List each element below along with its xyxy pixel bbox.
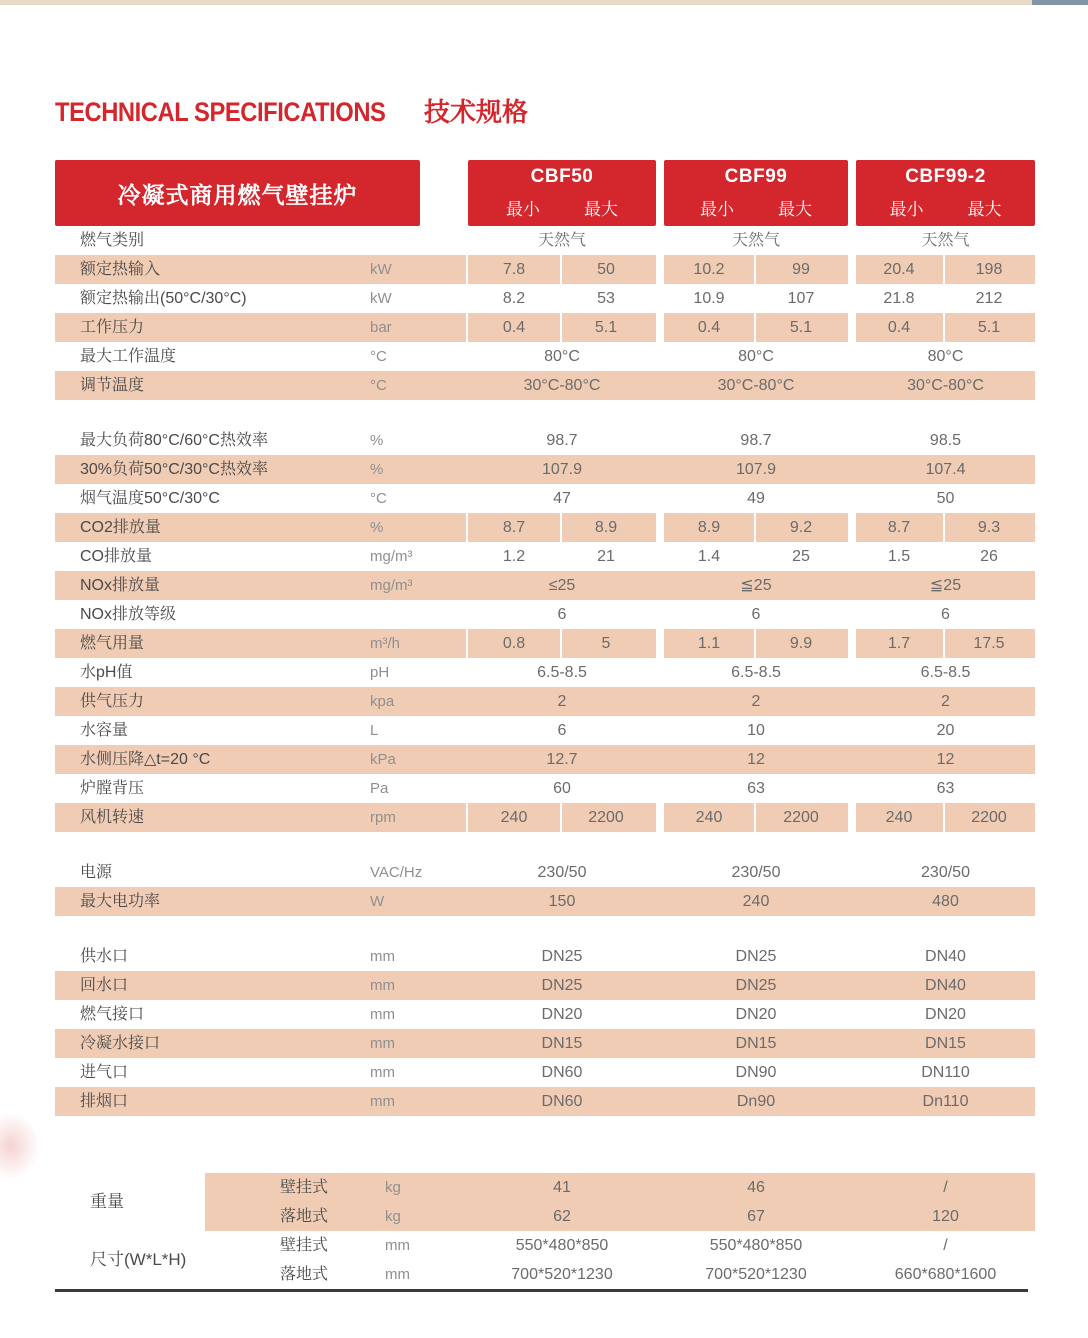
value-cell: 9.9	[789, 635, 813, 652]
value-cell: 98.7	[740, 432, 772, 449]
value-cell: 240	[742, 893, 770, 910]
row-unit: kPa	[370, 751, 396, 768]
value-cell: 67	[747, 1208, 765, 1225]
value-cell: 10	[747, 722, 765, 739]
value-cell: 6	[557, 722, 567, 739]
value-cell: 700*520*1230	[705, 1266, 807, 1283]
value-cell: ≤25	[548, 577, 576, 594]
value-cell: 230/50	[731, 864, 781, 881]
value-cell: DN60	[541, 1064, 583, 1081]
value-cell: 8.9	[697, 519, 721, 536]
page-title-en: TECHNICAL SPECIFICATIONS	[55, 97, 386, 127]
value-cell: 63	[747, 780, 765, 797]
value-cell: DN40	[925, 977, 966, 994]
value-cell: 240	[500, 809, 528, 826]
product-family-header	[55, 160, 420, 226]
value-cell: 0.4	[887, 319, 911, 336]
value-cell: 660*680*1600	[894, 1266, 997, 1283]
row-unit: mg/m³	[370, 548, 413, 565]
value-cell: 10.2	[693, 261, 725, 278]
min-label: 最小	[889, 200, 924, 219]
value-cell: 1.2	[502, 548, 526, 565]
row-label: 工作压力	[80, 319, 145, 336]
row-label: 炉膛背压	[80, 780, 145, 797]
footer-sub-label: 壁挂式	[280, 1179, 329, 1196]
value-cell: 6	[557, 606, 567, 623]
value-cell: 0.4	[502, 319, 526, 336]
row-label: 水容量	[80, 722, 129, 739]
value-cell: 53	[597, 290, 615, 307]
value-cell: 550*480*850	[515, 1237, 609, 1254]
value-cell: 5	[601, 635, 611, 652]
model-name: CBF50	[530, 166, 594, 187]
value-cell: 80°C	[927, 348, 964, 365]
value-cell: 480	[932, 893, 959, 910]
spec-row	[55, 284, 1035, 313]
row-label: 冷凝水接口	[80, 1035, 161, 1052]
model-header-cbf99	[664, 160, 848, 226]
row-label: 供气压力	[80, 693, 145, 710]
footer-row	[55, 1202, 1035, 1231]
row-label: 燃气接口	[80, 1006, 145, 1023]
row-unit: °C	[370, 377, 387, 394]
spec-row	[55, 629, 1035, 658]
spec-table	[55, 160, 1035, 1116]
spec-row	[55, 942, 1035, 971]
footer-sub-label: 落地式	[280, 1266, 329, 1283]
row-unit: °C	[370, 490, 387, 507]
value-cell: DN20	[541, 1006, 583, 1023]
value-cell: 98.5	[929, 432, 962, 449]
row-unit: kW	[370, 290, 392, 307]
value-cell: 98.7	[546, 432, 578, 449]
row-label: 回水口	[80, 977, 129, 994]
value-cell: 1.4	[697, 548, 721, 565]
value-cell: 1.5	[887, 548, 911, 565]
table-section	[55, 858, 1035, 916]
value-cell: DN20	[735, 1006, 777, 1023]
value-cell: 150	[548, 893, 576, 910]
value-cell: 198	[975, 261, 1003, 278]
value-cell: 60	[553, 780, 571, 797]
value-cell: 2200	[588, 809, 624, 826]
model-name: CBF99-2	[905, 166, 986, 187]
value-cell: /	[943, 1179, 948, 1196]
row-unit: %	[370, 519, 384, 536]
row-label: 水侧压降△t=20 °C	[80, 751, 211, 768]
value-cell: 120	[932, 1208, 959, 1225]
footer-row-unit: mm	[385, 1237, 410, 1254]
value-cell: 8.7	[502, 519, 526, 536]
spec-row	[55, 687, 1035, 716]
row-label: 进气口	[80, 1064, 129, 1081]
row-unit: VAC/Hz	[370, 864, 423, 881]
row-label: 燃气用量	[80, 635, 145, 652]
row-label: 烟气温度50°C/30°C	[80, 490, 220, 507]
value-cell: DN20	[925, 1006, 966, 1023]
spec-row	[55, 1029, 1035, 1058]
footer-group-label: 重量	[90, 1192, 124, 1211]
value-cell: 6	[751, 606, 761, 623]
row-unit: %	[370, 432, 384, 449]
bottom-rule	[55, 1289, 1028, 1292]
value-cell: 20	[936, 722, 955, 739]
value-cell: 6.5-8.5	[920, 664, 971, 681]
row-unit: mg/m³	[370, 577, 413, 594]
value-cell: 2	[941, 693, 950, 710]
spec-row	[55, 313, 1035, 342]
spec-row	[55, 887, 1035, 916]
value-cell: 25	[792, 548, 810, 565]
spec-row	[55, 774, 1035, 803]
value-cell: 80°C	[544, 348, 580, 365]
footer-row	[55, 1231, 1035, 1260]
value-cell: 2	[557, 693, 567, 710]
row-unit: mm	[370, 1064, 395, 1081]
top-edge-strip-right	[1032, 0, 1088, 5]
table-section	[55, 942, 1035, 1116]
value-cell: 17.5	[973, 635, 1005, 652]
value-cell: 99	[792, 261, 810, 278]
row-label: NOx排放等级	[80, 606, 177, 623]
max-label: 最大	[584, 200, 618, 219]
value-cell: Dn110	[922, 1093, 969, 1110]
value-cell: 0.4	[697, 319, 721, 336]
value-cell: 47	[553, 490, 571, 507]
footer-row	[55, 1173, 1035, 1202]
product-family-label: 冷凝式商用燃气壁挂炉	[117, 181, 358, 208]
value-cell: 5.1	[594, 319, 618, 336]
row-unit: %	[370, 461, 384, 478]
page-smudge	[0, 1112, 40, 1180]
row-unit: W	[370, 893, 385, 910]
value-cell: 7.8	[502, 261, 526, 278]
row-unit: kW	[370, 261, 392, 278]
value-cell: 6	[941, 606, 950, 623]
footer-group	[55, 1231, 1035, 1289]
value-cell: 0.8	[502, 635, 526, 652]
value-cell: 2	[751, 693, 761, 710]
value-cell: 240	[695, 809, 723, 826]
spec-row	[55, 803, 1035, 832]
value-cell: 6.5-8.5	[731, 664, 781, 681]
model-header-cbf50	[468, 160, 656, 226]
row-label: 燃气类别	[80, 232, 145, 249]
table-section	[55, 426, 1035, 832]
spec-row	[55, 542, 1035, 571]
spec-row	[55, 971, 1035, 1000]
value-cell: DN25	[735, 948, 777, 965]
table-header	[55, 160, 1035, 226]
value-cell: DN40	[925, 948, 966, 965]
row-unit: pH	[370, 664, 390, 681]
footer-sub-label: 落地式	[280, 1208, 329, 1225]
spec-row	[55, 255, 1035, 284]
value-cell: Dn90	[736, 1093, 776, 1110]
value-cell: DN90	[735, 1064, 777, 1081]
value-cell: 107.9	[541, 461, 583, 478]
value-cell: 天然气	[921, 232, 970, 249]
value-cell: 107.9	[735, 461, 777, 478]
value-cell: 26	[980, 548, 998, 565]
spec-row	[55, 1000, 1035, 1029]
min-label: 最小	[700, 200, 734, 219]
row-unit: mm	[370, 948, 395, 965]
value-cell: 2200	[783, 809, 819, 826]
footer-group-label: 尺寸(W*L*H)	[90, 1250, 187, 1269]
value-cell: 80°C	[738, 348, 774, 365]
spec-row	[55, 858, 1035, 887]
value-cell: 8.9	[594, 519, 618, 536]
value-cell: 212	[975, 290, 1003, 307]
minmax-labels	[506, 195, 618, 220]
value-cell: 5.1	[977, 319, 1001, 336]
model-name: CBF99	[724, 166, 788, 187]
min-label: 最小	[506, 200, 540, 219]
value-cell: 1.7	[887, 635, 911, 652]
minmax-labels	[700, 195, 812, 220]
row-label: 供水口	[80, 948, 129, 965]
footer-row-unit: kg	[385, 1208, 401, 1225]
row-label: NOx排放量	[80, 577, 161, 594]
value-cell: 天然气	[537, 232, 586, 249]
spec-row	[55, 658, 1035, 687]
value-cell: 12	[936, 751, 955, 768]
value-cell: DN15	[735, 1035, 777, 1052]
value-cell: 50	[597, 261, 615, 278]
footer-row-unit: kg	[385, 1179, 401, 1196]
row-unit: bar	[370, 319, 392, 336]
max-label: 最大	[967, 200, 1002, 219]
value-cell: 天然气	[731, 232, 780, 249]
value-cell: 9.3	[977, 519, 1001, 536]
value-cell: 62	[553, 1208, 571, 1225]
value-cell: 2200	[971, 809, 1007, 826]
row-label: 电源	[80, 864, 113, 881]
value-cell: DN110	[921, 1064, 970, 1081]
footer-row-unit: mm	[385, 1266, 410, 1283]
value-cell: DN25	[541, 948, 583, 965]
value-cell: 49	[747, 490, 765, 507]
row-label: 最大工作温度	[80, 348, 177, 365]
row-unit: mm	[370, 1006, 395, 1023]
value-cell: 63	[936, 780, 955, 797]
row-label: 最大负荷80°C/60°C热效率	[80, 432, 268, 449]
row-label: 风机转速	[80, 809, 145, 826]
row-unit: kpa	[370, 693, 395, 710]
row-label: 水pH值	[80, 664, 133, 681]
row-unit: rpm	[370, 809, 396, 826]
spec-row	[55, 716, 1035, 745]
row-label: 调节温度	[80, 377, 145, 394]
row-label: CO排放量	[80, 548, 153, 565]
spec-row	[55, 426, 1035, 455]
row-label: 排烟口	[80, 1093, 129, 1110]
value-cell: 50	[936, 490, 955, 507]
value-cell: 46	[747, 1179, 765, 1196]
value-cell: 21	[597, 548, 615, 565]
value-cell: 30°C-80°C	[907, 377, 984, 394]
spec-row	[55, 513, 1035, 542]
value-cell: 230/50	[537, 864, 587, 881]
value-cell: 8.2	[502, 290, 526, 307]
row-label: 最大电功率	[80, 893, 161, 910]
value-cell: 12.7	[546, 751, 578, 768]
footer-sub-label: 壁挂式	[280, 1237, 329, 1254]
value-cell: 41	[553, 1179, 571, 1196]
value-cell: 550*480*850	[709, 1237, 803, 1254]
value-cell: 12	[747, 751, 765, 768]
max-label: 最大	[778, 200, 812, 219]
footer-group	[55, 1173, 1035, 1231]
spec-row	[55, 455, 1035, 484]
value-cell: 30°C-80°C	[523, 377, 601, 394]
row-unit: L	[370, 722, 379, 739]
spec-row	[55, 342, 1035, 371]
value-cell: DN25	[541, 977, 583, 994]
row-unit: Pa	[370, 780, 389, 797]
spec-row	[55, 1087, 1035, 1116]
value-cell: 230/50	[921, 864, 970, 881]
row-unit: mm	[370, 1093, 395, 1110]
row-unit: m³/h	[370, 635, 400, 652]
value-cell: 107	[787, 290, 815, 307]
table-section	[55, 226, 1035, 400]
value-cell: 1.1	[697, 635, 721, 652]
value-cell: 9.2	[789, 519, 813, 536]
weight-dimensions-footer	[55, 1173, 1035, 1289]
value-cell: 240	[885, 809, 913, 826]
value-cell: 30°C-80°C	[717, 377, 795, 394]
spec-row	[55, 484, 1035, 513]
value-cell: DN25	[735, 977, 777, 994]
spec-row	[55, 745, 1035, 774]
value-cell: ≦25	[740, 577, 772, 594]
value-cell: ≦25	[929, 577, 962, 594]
spec-row	[55, 600, 1035, 629]
value-cell: 21.8	[883, 290, 915, 307]
row-unit: mm	[370, 1035, 395, 1052]
value-cell: 8.7	[887, 519, 911, 536]
value-cell: DN15	[541, 1035, 583, 1052]
value-cell: 700*520*1230	[511, 1266, 613, 1283]
row-label: 30%负荷50°C/30°C热效率	[80, 461, 268, 478]
row-label: 额定热输入	[80, 261, 161, 278]
value-cell: 6.5-8.5	[537, 664, 587, 681]
value-cell: /	[943, 1237, 948, 1254]
row-label: 额定热输出(50°C/30°C)	[80, 290, 247, 307]
spec-row	[55, 226, 1035, 255]
row-unit: °C	[370, 348, 387, 365]
minmax-labels	[890, 195, 1002, 220]
row-unit: mm	[370, 977, 395, 994]
value-cell: DN15	[925, 1035, 966, 1052]
value-cell: 20.4	[883, 261, 915, 278]
spec-row	[55, 371, 1035, 400]
top-edge-strip-left	[0, 0, 1032, 5]
page-title-zh: 技术规格	[424, 97, 529, 127]
value-cell: 5.1	[789, 319, 813, 336]
value-cell: DN60	[541, 1093, 583, 1110]
page-title	[55, 92, 528, 129]
model-header-cbf99-2	[856, 160, 1035, 226]
value-cell: 10.9	[693, 290, 725, 307]
footer-row	[55, 1260, 1035, 1289]
table-body	[55, 226, 1035, 1116]
spec-row	[55, 571, 1035, 600]
row-label: CO2排放量	[80, 519, 161, 536]
spec-row	[55, 1058, 1035, 1087]
value-cell: 107.4	[925, 461, 966, 478]
